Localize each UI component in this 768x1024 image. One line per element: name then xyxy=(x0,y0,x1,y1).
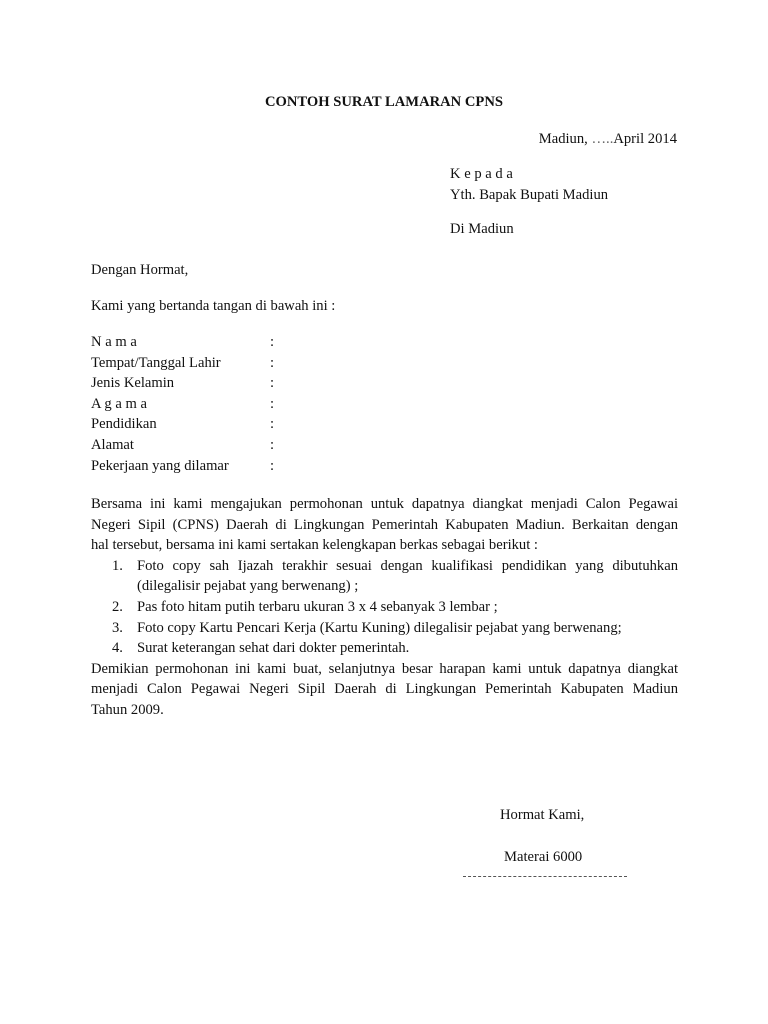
closing-materai: Materai 6000 xyxy=(504,849,583,865)
recipient-kepada: K e p a d a xyxy=(450,166,513,182)
field-colon: : xyxy=(270,375,275,392)
recipient-location: Di Madiun xyxy=(450,221,514,238)
field-colon: : xyxy=(270,457,275,474)
date-place: Madiun, xyxy=(538,131,588,147)
field-colon: : xyxy=(270,334,275,350)
list-item-line-2: (dilegalisir pejabat yang berwenang) ; xyxy=(137,578,359,595)
list-number: 3. xyxy=(112,619,123,636)
recipient-block xyxy=(450,164,608,240)
greeting: Dengan Hormat, xyxy=(91,262,189,278)
body-paragraph-1-line-3: hal tersebut, bersama ini kami sertakan kelengkapan berkas sebagai berikut : xyxy=(91,537,538,554)
list-number: 4. xyxy=(112,640,123,657)
date-value: April 2014 xyxy=(613,131,677,147)
field-colon: : xyxy=(270,354,275,371)
letter-title: CONTOH SURAT LAMARAN CPNS xyxy=(265,94,503,110)
body-paragraph-2-line-3: Tahun 2009. xyxy=(91,701,164,718)
recipient-addressee: Yth. Bapak Bupati Madiun xyxy=(450,186,609,203)
field-label: Alamat xyxy=(91,437,134,453)
field-label: Jenis Kelamin xyxy=(91,375,175,392)
list-item xyxy=(91,638,678,659)
field-label: Pekerjaan yang dilamar xyxy=(91,457,229,474)
intro-line: Kami yang bertanda tangan di bawah ini : xyxy=(91,298,336,314)
letter-body xyxy=(91,494,678,721)
requirements-list xyxy=(91,556,678,659)
field-colon: : xyxy=(270,395,275,412)
field-colon: : xyxy=(270,416,275,433)
body-paragraph-1-line-1: Bersama ini kami mengajukan permohonan untuk dapatnya diangkat menjadi Calon Pegawai xyxy=(91,496,678,512)
list-item-line-1: Foto copy sah Ijazah terakhir sesuai dengan kualifikasi pendidikan yang dibutuhkan xyxy=(137,557,678,574)
list-number: 1. xyxy=(112,557,123,574)
field-label: N a m a xyxy=(91,334,137,350)
list-item xyxy=(91,618,678,639)
closing-hormat: Hormat Kami, xyxy=(500,807,585,823)
date-dots: ….. xyxy=(591,131,614,147)
body-paragraph-2-line-2: menjadi Calon Pegawai Negeri Sipil Daerah di Lingkungan Pemerintah Kabupaten Madiun xyxy=(91,681,678,698)
list-item-line-1: Surat keterangan sehat dari dokter pemerintah. xyxy=(137,640,410,657)
body-paragraph-2-line-1: Demikian permohonan ini kami buat, selanjutnya besar harapan kami untuk dapatnya diangkat xyxy=(91,660,678,677)
field-label: A g a m a xyxy=(91,395,147,412)
body-paragraph-1-line-2: Negeri Sipil (CPNS) Daerah di Lingkungan Pemerintah Kabupaten Madiun. Berkaitan dengan xyxy=(91,516,678,533)
field-label: Pendidikan xyxy=(91,416,157,433)
list-item xyxy=(91,556,678,597)
list-item-line-1: Pas foto hitam putih terbaru ukuran 3 x 4 sebanyak 3 lembar ; xyxy=(137,598,498,615)
list-item-line-1: Foto copy Kartu Pencari Kerja (Kartu Kuning) dilegalisir pejabat yang berwenang; xyxy=(137,619,622,636)
list-item xyxy=(91,597,678,618)
place-date xyxy=(539,129,677,150)
field-label: Tempat/Tanggal Lahir xyxy=(91,354,221,371)
list-number: 2. xyxy=(112,598,123,615)
signature-line xyxy=(463,876,627,877)
field-colon: : xyxy=(270,437,275,453)
